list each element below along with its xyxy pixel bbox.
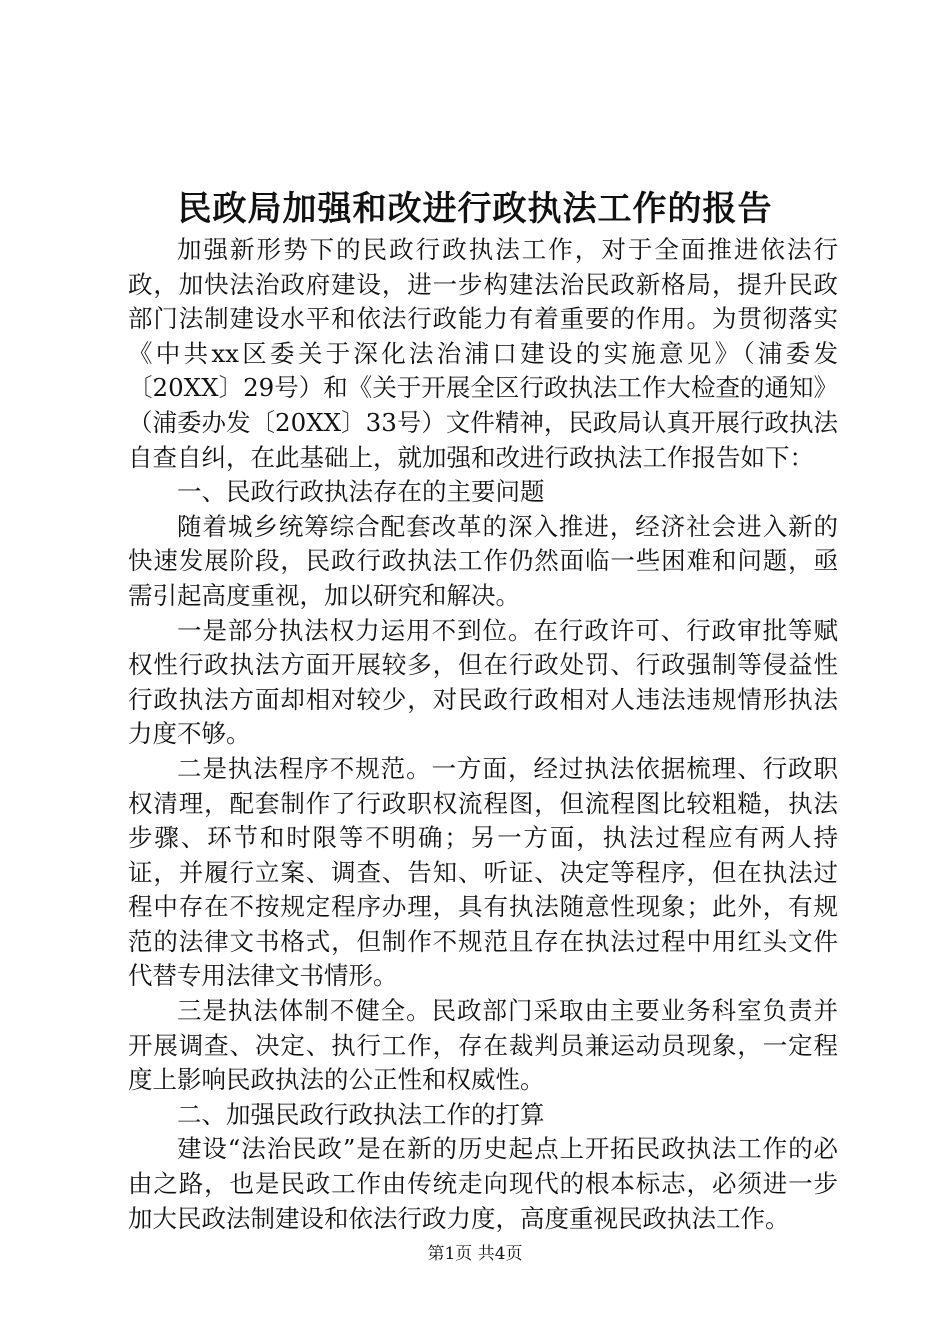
body-paragraph: 三是执法体制不健全。民政部门采取由主要业务科室负责并开展调查、决定、执行工作，存在裁判员兼运动员现象，一定程度上影响民政执法的公正性和权威性。: [128, 996, 838, 1095]
document-title: 民政局加强和改进行政执法工作的报告: [177, 189, 773, 229]
intro-paragraph: 加强新形势下的民政行政执法工作，对于全面推进依法行政，加快法治政府建设，进一步构建法治民政新格局，提升民政部门法制建设水平和依法行政能力有着重要的作用。为贯彻落实《中共xx区委关于深化法治浦口建设的实施意见》（浦委发〔20XX〕29号）和《关于开展全区行政执法工作大检查的通知》（浦委办发〔20XX〕33号）文件精神，民政局认真开展行政执法自查自纠，在此基础上，就加强和改进行政执法工作报告如下：: [128, 235, 838, 472]
section-heading-2: 二、加强民政行政执法工作的打算: [177, 1099, 545, 1129]
body-paragraph: 一是部分执法权力运用不到位。在行政许可、行政审批等赋权性行政执法方面开展较多，但在行政处罚、行政强制等侵益性行政执法方面却相对较少，对民政行政相对人违法违规情形执法力度不够。: [128, 615, 838, 749]
page-footer: 第1页 共4页: [427, 1244, 523, 1264]
body-paragraph: 建设“法治民政”是在新的历史起点上开拓民政执法工作的必由之路，也是民政工作由传统走向现代的根本标志，必须进一步加大民政法制建设和依法行政力度，高度重视民政执法工作。: [128, 1134, 838, 1233]
body-paragraph: 随着城乡统筹综合配套改革的深入推进，经济社会进入新的快速发展阶段，民政行政执法工作仍然面临一些困难和问题，亟需引起高度重视，加以研究和解决。: [128, 511, 838, 610]
body-paragraph: 二是执法程序不规范。一方面，经过执法依据梳理、行政职权清理，配套制作了行政职权流程图，但流程图比较粗糙，执法步骤、环节和时限等不明确；另一方面，执法过程应有两人持证，并履行立案、调查、告知、听证、决定等程序，但在执法过程中存在不按规定程序办理，具有执法随意性现象；此外，有规范的法律文书格式，但制作不规范且存在执法过程中用红头文件代替专用法律文书情形。: [128, 753, 838, 991]
section-heading-1: 一、民政行政执法存在的主要问题: [177, 477, 545, 507]
document-body: [128, 233, 838, 1236]
